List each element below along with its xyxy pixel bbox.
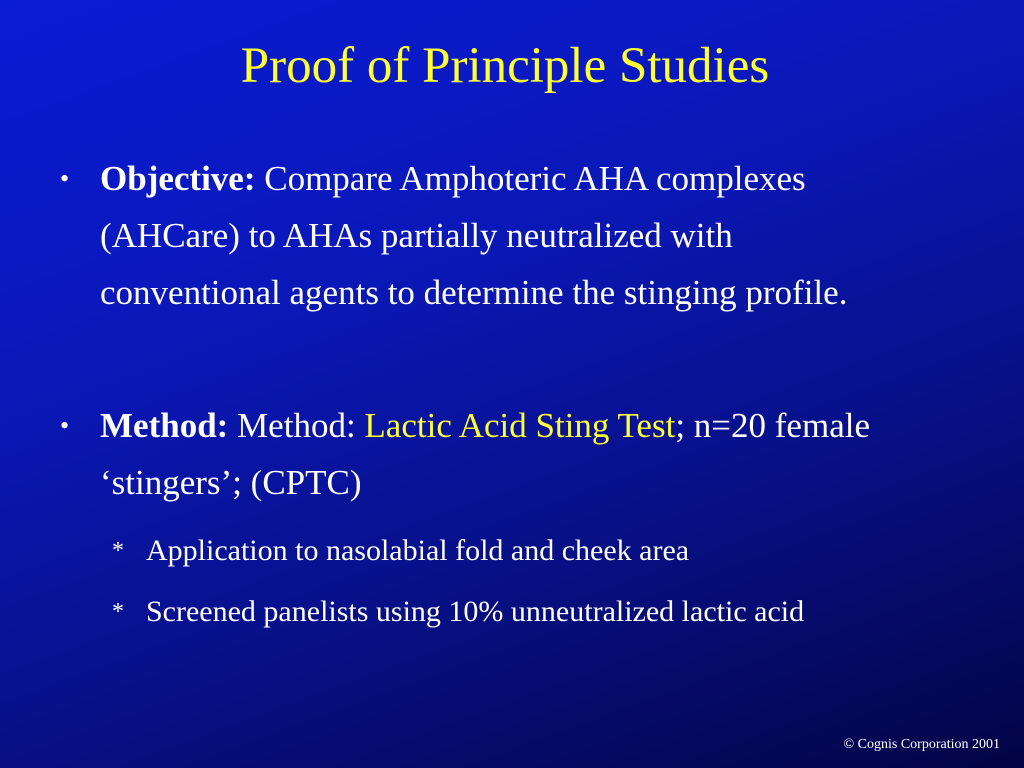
bullet-label: Objective: [100, 159, 256, 198]
bullet-objective [60, 150, 920, 321]
bullet-text-after: ; n=20 female ‘stingers’; (CPTC) [100, 406, 870, 502]
bullet-marker: • [60, 411, 70, 440]
copyright-footer: © Cognis Corporation 2001 [843, 737, 1000, 752]
bullet-text-before: Method: [237, 406, 365, 445]
sub-bullet-screening [112, 586, 966, 638]
bullet-highlight: Lactic Acid Sting Test [364, 406, 676, 445]
sub-bullet-application [112, 525, 966, 577]
slide-title: Proof of Principle Studies [240, 38, 770, 94]
sub-bullet-marker: * [112, 599, 124, 625]
bullet-label: Method: [100, 406, 229, 445]
sub-bullet-text: Application to nasolabial fold and cheek area [146, 534, 690, 567]
sub-bullet-text: Screened panelists using 10% unneutralized lactic acid [146, 595, 805, 628]
sub-bullet-marker: * [112, 538, 124, 564]
bullet-marker: • [60, 164, 70, 193]
bullet-method [60, 397, 920, 511]
bullet-text: Compare Amphoteric AHA complexes (AHCare) to AHAs partially neutralized with conventional agents to determine the stinging profile. [100, 159, 848, 312]
